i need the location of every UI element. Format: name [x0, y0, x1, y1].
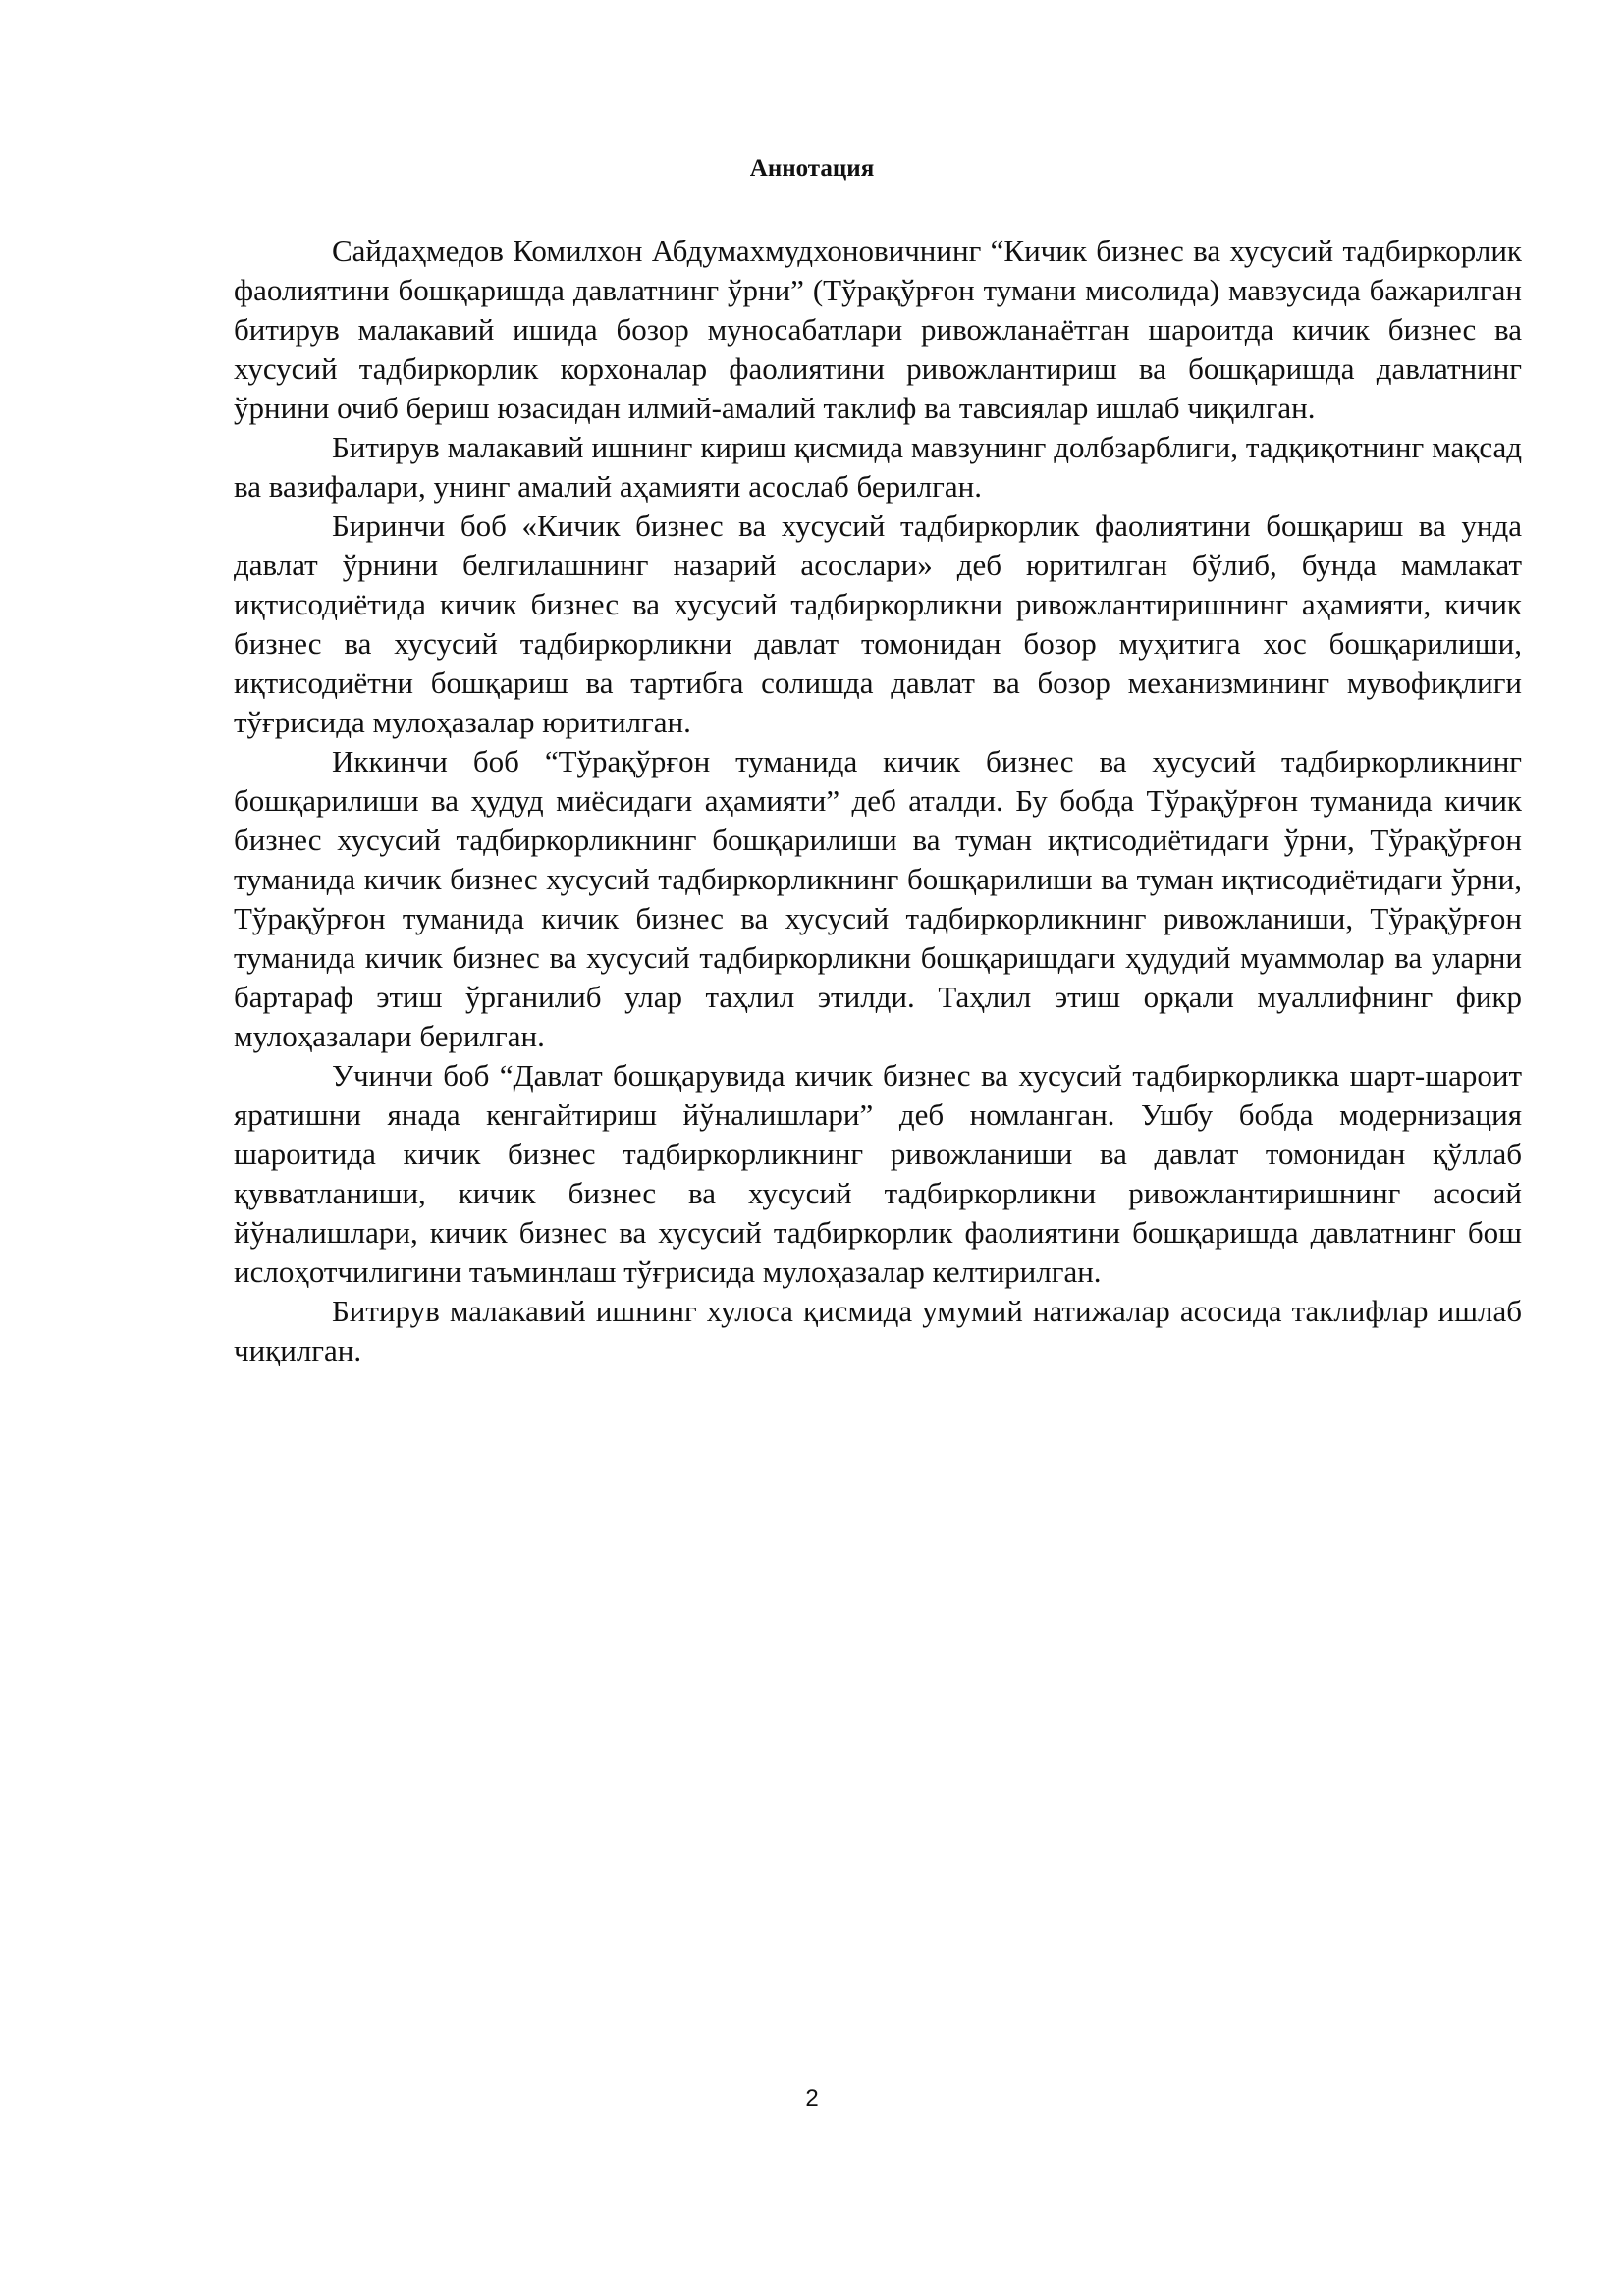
- page-title: Аннотация: [749, 155, 875, 182]
- paragraph-conclusion: Битирув малакавий ишнинг хулоса қисмида умумий натижалар асосида таклифлар ишлаб чиқилган.: [234, 1294, 1522, 1367]
- annotation-body: [234, 232, 1522, 1370]
- paragraph-intro: Сайдаҳмедов Комилхон Абдумахмудхоновичнинг “Кичик бизнес ва хусусий тадбиркорлик фаолиятини бошқаришда давлатнинг ўрни” (Тўрақўрғон тумани мисолида) мавзусида бажарилган битирув малакавий ишида бозор муносабатлари ривожланаётган шароитда кичик бизнес ва хусусий тадбиркорлик корхоналар фаолиятини ривожлантириш ва бошқаришда давлатнинг ўрнини очиб бериш юзасидан илмий-амалий таклиф ва тавсиялар ишлаб чиқилган.: [234, 234, 1522, 425]
- paragraph-chapter-three: Учинчи боб “Давлат бошқарувида кичик бизнес ва хусусий тадбиркорликка шарт-шароит яратишни янада кенгайтириш йўналишлари” деб номланган. Ушбу бобда модернизация шароитида кичик бизнес тадбиркорликнинг ривожланиши ва давлат томонидан қўллаб қувватланиши, кичик бизнес ва хусусий тадбиркорликни ривожлантиришнинг асосий йўналишлари, кичик бизнес ва хусусий тадбиркорлик фаолиятини бошқаришда давлатнинг бош ислоҳотчилигини таъминлаш тўғрисида мулоҳазалар келтирилган.: [234, 1058, 1522, 1289]
- paragraph-chapter-one: Биринчи боб «Кичик бизнес ва хусусий тадбиркорлик фаолиятини бошқариш ва унда давлат ўрнини белгилашнинг назарий асослари» деб юритилган бўлиб, бунда мамлакат иқтисодиётида кичик бизнес ва хусусий тадбиркорликни ривожлантиришнинг аҳамияти, кичик бизнес ва хусусий тадбиркорликни давлат томонидан бозор муҳитига хос бошқарилиши, иқтисодиётни бошқариш ва тартибга солишда давлат ва бозор механизмининг мувофиқлиги тўғрисида мулоҳазалар юритилган.: [234, 508, 1522, 739]
- page-number: 2: [805, 2085, 819, 2111]
- paragraph-introduction-section: Битирув малакавий ишнинг кириш қисмида мавзунинг долбзарблиги, тадқиқотнинг мақсад ва вазифалари, унинг амалий аҳамияти асослаб берилган.: [234, 430, 1522, 504]
- paragraph-chapter-two: Иккинчи боб “Тўрақўрғон туманида кичик бизнес ва хусусий тадбиркорликнинг бошқарилиши ва ҳудуд миёсидаги аҳамияти” деб аталди. Бу бобда Тўрақўрғон туманида кичик бизнес хусусий тадбиркорликнинг бошқарилиши ва туман иқтисодиётидаги ўрни, Тўрақўрғон туманида кичик бизнес хусусий тадбиркорликнинг бошқарилиши ва туман иқтисодиётидаги ўрни, Тўрақўрғон туманида кичик бизнес ва хусусий тадбиркорликнинг ривожланиши, Тўрақўрғон туманида кичик бизнес ва хусусий тадбиркорликни бошқаришдаги ҳудудий муаммолар ва уларни бартараф этиш ўрганилиб улар таҳлил этилди. Таҳлил этиш орқали муаллифнинг фикр мулоҳазалари берилган.: [234, 744, 1522, 1053]
